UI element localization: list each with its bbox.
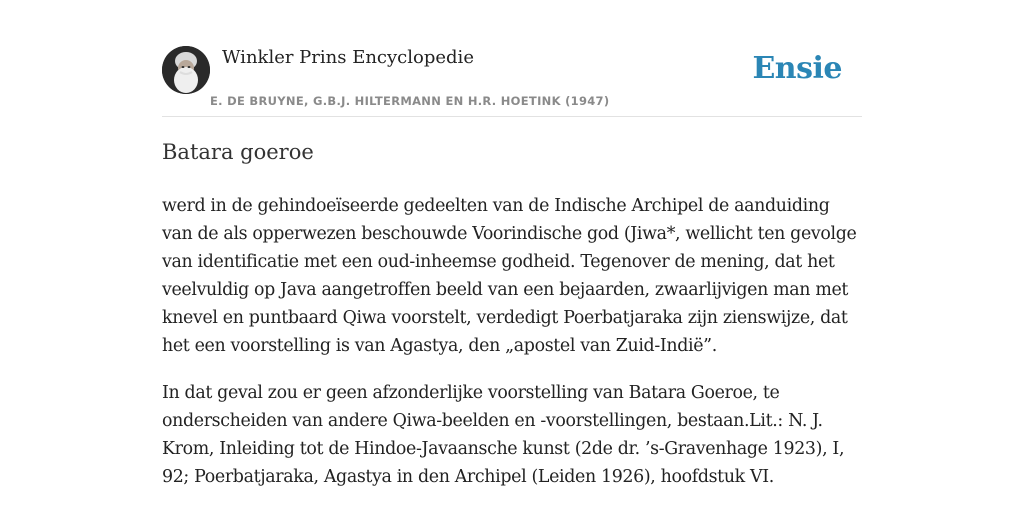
- article-paragraph: In dat geval zou er geen afzonderlijke voorstelling van Batara Goeroe, te onderscheiden van andere Qiwa-beelden en -voorstellingen, bestaan.Lit.: N. J. Krom, Inleiding tot de Hindoe-Javaansche kunst (2de dr. ’s-Gravenhage 1923), I, 92; Poerbatjaraka, Agastya in den Archipel (Leiden 1926), hoofdstuk VI.: [162, 383, 845, 487]
- article-body: [162, 192, 862, 510]
- article-title: Batara goeroe: [162, 140, 314, 164]
- ensie-logo-link[interactable]: Ensie: [752, 51, 842, 86]
- author-portrait-icon: [162, 46, 210, 94]
- site-title-link[interactable]: Winkler Prins Encyclopedie: [222, 47, 474, 68]
- author-byline: E. DE BRUYNE, G.B.J. HILTERMANN EN H.R. HOETINK (1947): [210, 94, 610, 108]
- site-header: [162, 46, 862, 117]
- article-paragraph: werd in de gehindoeïseerde gedeelten van de Indische Archipel de aanduiding van de als opperwezen beschouwde Voorindische god (Jiwa*, wellicht ten gevolge van identificatie met een oud-inheemse godheid. Tegenover de mening, dat het veelvuldig op Java aangetroffen beeld van een bejaarden, zwaarlijvigen man met knevel en puntbaard Qiwa voorstelt, verdedigt Poerbatjaraka zijn zienswijze, dat het een voorstelling is van Agastya, den „apostel van Zuid-Indië”.: [162, 196, 857, 356]
- author-avatar[interactable]: [162, 46, 210, 94]
